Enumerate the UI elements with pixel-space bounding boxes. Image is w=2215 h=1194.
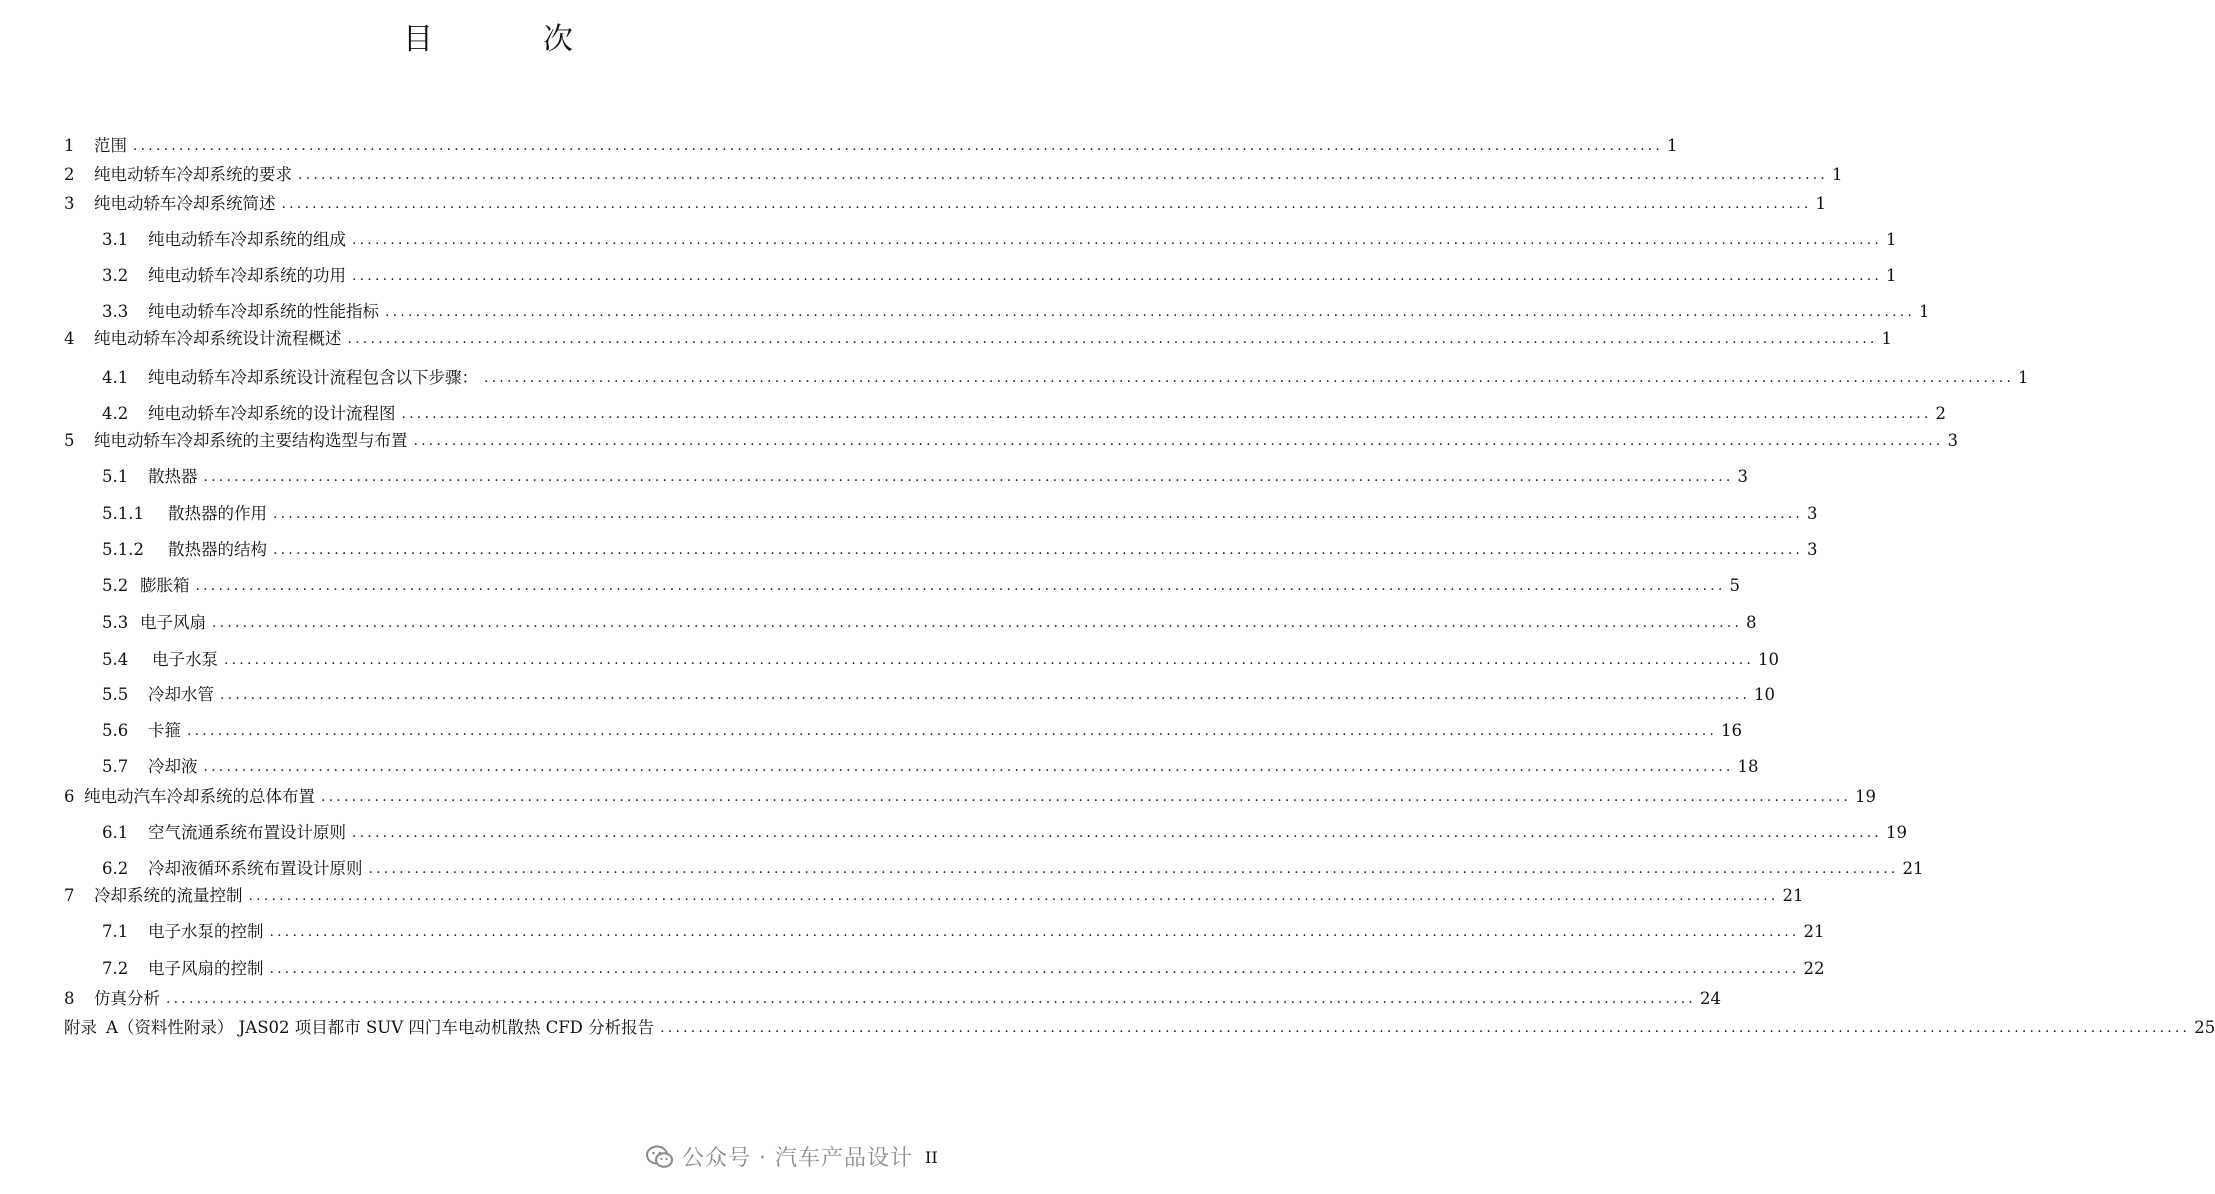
- toc-leader-dots: ........................................................................................................................................................................................................: [273, 542, 1804, 558]
- toc-entry-page: 1: [1886, 266, 1897, 285]
- toc-entry-page: 25: [2194, 1018, 2215, 1037]
- toc-entry[interactable]: [102, 854, 1924, 880]
- toc-entry[interactable]: [102, 225, 1897, 251]
- toc-entry[interactable]: [102, 608, 1757, 634]
- toc-entry-title: 纯电动轿车冷却系统简述: [94, 194, 276, 213]
- toc-leader-dots: ........................................................................................................................................................................................................: [203, 469, 1734, 485]
- toc-entry[interactable]: [102, 818, 1908, 844]
- toc-entry-number: 5.1: [102, 467, 129, 486]
- toc-leader-dots: ........................................................................................................................................................................................................: [133, 138, 1664, 154]
- toc-entry-title: 电子风扇: [140, 613, 206, 632]
- toc-entry[interactable]: [64, 160, 1843, 186]
- toc-leader-dots: ........................................................................................................................................................................................................: [352, 268, 1883, 284]
- toc-entry-number: 3: [64, 194, 75, 213]
- toc-entry-number: 3.1: [102, 230, 129, 249]
- watermark-text: 公众号 · 汽车产品设计: [682, 1146, 913, 1171]
- toc-entry-page: 1: [1919, 302, 1930, 321]
- toc-entry-page: 21: [1782, 886, 1804, 905]
- toc-entry-title: 纯电动轿车冷却系统设计流程概述: [94, 329, 342, 348]
- wechat-icon: [646, 1145, 674, 1169]
- toc-entry[interactable]: [64, 782, 1877, 808]
- toc-entry[interactable]: [102, 499, 1818, 525]
- toc-leader-dots: ........................................................................................................................................................................................................: [248, 888, 1779, 904]
- toc-entry[interactable]: [102, 399, 1947, 425]
- toc-entry-page: 24: [1700, 989, 1722, 1008]
- toc-leader-dots: ........................................................................................................................................................................................................: [352, 232, 1883, 248]
- toc-entry-number: 5.4: [102, 650, 129, 669]
- toc-leader-dots: ........................................................................................................................................................................................................: [321, 789, 1852, 805]
- toc-entry-number: 5.2: [102, 576, 129, 595]
- toc-entry-number: 7.2: [102, 959, 129, 978]
- toc-entry-number: 6.1: [102, 823, 129, 842]
- toc-entry-number: 3.3: [102, 302, 129, 321]
- toc-entry[interactable]: [64, 426, 1959, 452]
- toc-entry-number: 5.5: [102, 685, 129, 704]
- toc-entry-number: 6: [64, 787, 75, 806]
- toc-entry-number: 3.2: [102, 266, 129, 285]
- toc-entry-number: 5: [64, 431, 75, 450]
- toc-leader-dots: ........................................................................................................................................................................................................: [368, 861, 1899, 877]
- toc-entry-number: 1: [64, 136, 75, 155]
- toc-entry-title: 电子水泵的控制: [148, 922, 264, 941]
- toc-entry[interactable]: [102, 645, 1780, 671]
- toc-entry[interactable]: [102, 261, 1897, 287]
- toc-entry-title: 冷却系统的流量控制: [94, 886, 243, 905]
- toc-entry-page: 18: [1737, 757, 1759, 776]
- toc-entry-title: 膨胀箱: [140, 576, 190, 595]
- toc-leader-dots: ........................................................................................................................................................................................................: [281, 196, 1812, 212]
- toc-entry-title: 纯电动轿车冷却系统的功用: [148, 266, 346, 285]
- toc-entry[interactable]: [102, 680, 1776, 706]
- toc-entry-title: 卡箍: [148, 721, 181, 740]
- toc-entry[interactable]: [64, 881, 1804, 907]
- toc-entry-number: 4.2: [102, 404, 129, 423]
- toc-entry[interactable]: [64, 131, 1678, 157]
- toc-entry-title: A（资料性附录） JAS02 项目都市 SUV 四门车电动机散热 CFD 分析报告: [106, 1018, 655, 1037]
- toc-entry-page: 8: [1746, 613, 1757, 632]
- toc-entry-title: 散热器的结构: [168, 540, 267, 559]
- toc-leader-dots: ........................................................................................................................................................................................................: [273, 506, 1804, 522]
- toc-entry-page: 5: [1729, 576, 1741, 595]
- toc-entry-page: 1: [1667, 136, 1678, 155]
- toc-entry-title: 纯电动汽车冷却系统的总体布置: [84, 787, 315, 806]
- toc-entry-title: 纯电动轿车冷却系统的主要结构选型与布置: [94, 431, 408, 450]
- toc-entry-title: 冷却水管: [148, 685, 214, 704]
- toc-leader-dots: ........................................................................................................................................................................................................: [203, 759, 1734, 775]
- toc-entry-title: 电子水泵: [152, 650, 218, 669]
- toc-entry-page: 10: [1754, 685, 1776, 704]
- toc-entry-title: 范围: [94, 136, 127, 155]
- toc-leader-dots: ........................................................................................................................................................................................................: [269, 961, 1800, 977]
- toc-entry-number: 5.1.2: [102, 540, 144, 559]
- toc-entry-page: 21: [1803, 922, 1825, 941]
- toc-entry-page: 10: [1758, 650, 1780, 669]
- toc-entry-title: 仿真分析: [94, 989, 160, 1008]
- toc-entry-page: 3: [1947, 431, 1959, 450]
- toc-entry[interactable]: [64, 189, 1827, 215]
- toc-leader-dots: ........................................................................................................................................................................................................: [385, 304, 1916, 320]
- toc-entry-number: 7.1: [102, 922, 129, 941]
- watermark: [646, 1141, 913, 1172]
- toc-entry-page: 1: [1886, 230, 1897, 249]
- toc-entry[interactable]: [102, 917, 1825, 943]
- toc-entry-page: 3: [1807, 540, 1818, 559]
- toc-entry-page: 16: [1721, 721, 1743, 740]
- toc-entry-title: 纯电动轿车冷却系统的设计流程图: [148, 404, 396, 423]
- toc-entry[interactable]: [102, 535, 1818, 561]
- toc-entry-number: 8: [64, 989, 75, 1008]
- toc-entry-title: 冷却液: [148, 757, 198, 776]
- toc-entry[interactable]: [64, 984, 1722, 1010]
- toc-entry-page: 3: [1737, 467, 1749, 486]
- toc-entry-page: 1: [1881, 329, 1893, 348]
- toc-entry-title: 空气流通系统布置设计原则: [148, 823, 346, 842]
- toc-entry[interactable]: [102, 716, 1743, 742]
- toc-entry-number: 2: [64, 165, 75, 184]
- toc-entry-page: 1: [1832, 165, 1843, 184]
- toc-entry-page: 2: [1935, 404, 1947, 423]
- toc-entry-number: 5.6: [102, 721, 129, 740]
- toc-leader-dots: ........................................................................................................................................................................................................: [347, 331, 1878, 347]
- toc-entry-title: 电子风扇的控制: [148, 959, 264, 978]
- toc-entry-title: 纯电动轿车冷却系统的组成: [148, 230, 346, 249]
- toc-entry-number: 附录: [64, 1018, 97, 1037]
- toc-entry-title: 冷却液循环系统布置设计原则: [148, 859, 363, 878]
- toc-leader-dots: ........................................................................................................................................................................................................: [660, 1020, 2191, 1036]
- toc-entry[interactable]: [102, 752, 1759, 778]
- toc-entry-page: 21: [1902, 859, 1924, 878]
- toc-entry[interactable]: [64, 324, 1893, 350]
- toc-entry-page: 3: [1807, 504, 1818, 523]
- toc-leader-dots: ........................................................................................................................................................................................................: [352, 825, 1883, 841]
- toc-entry[interactable]: [102, 297, 1930, 323]
- toc-entry-page: 19: [1855, 787, 1877, 806]
- page-title: 目 次: [403, 22, 613, 57]
- toc-entry-title: 纯电动轿车冷却系统的要求: [94, 165, 292, 184]
- toc-entry-page: 19: [1886, 823, 1908, 842]
- toc-leader-dots: ........................................................................................................................................................................................................: [195, 578, 1726, 594]
- toc-entry-number: 4.1: [102, 368, 129, 387]
- toc-entry[interactable]: [64, 1013, 2215, 1039]
- toc-entry-title: 纯电动轿车冷却系统设计流程包含以下步骤：: [148, 368, 478, 387]
- toc-leader-dots: ........................................................................................................................................................................................................: [298, 167, 1829, 183]
- toc-entry-number: 4: [64, 329, 75, 348]
- toc-leader-dots: ........................................................................................................................................................................................................: [212, 615, 1743, 631]
- toc-entry-page: 1: [2018, 368, 2029, 387]
- toc-entry-number: 5.1.1: [102, 504, 144, 523]
- toc-entry[interactable]: [102, 954, 1825, 980]
- toc-leader-dots: ........................................................................................................................................................................................................: [484, 370, 2015, 386]
- toc-entry-number: 7: [64, 886, 75, 905]
- toc-leader-dots: ........................................................................................................................................................................................................: [224, 652, 1755, 668]
- toc-entry-title: 散热器的作用: [168, 504, 267, 523]
- toc-leader-dots: ........................................................................................................................................................................................................: [413, 433, 1944, 449]
- toc-entry[interactable]: [102, 363, 2029, 389]
- toc-entry[interactable]: [102, 462, 1749, 488]
- toc-entry-title: 散热器: [148, 467, 198, 486]
- toc-leader-dots: ........................................................................................................................................................................................................: [269, 924, 1800, 940]
- toc-entry-number: 5.7: [102, 757, 129, 776]
- toc-entry-number: 5.3: [102, 613, 129, 632]
- page-number: II: [925, 1148, 938, 1167]
- toc-entry-number: 6.2: [102, 859, 129, 878]
- toc-entry-page: 22: [1803, 959, 1825, 978]
- toc-entry-title: 纯电动轿车冷却系统的性能指标: [148, 302, 379, 321]
- toc-leader-dots: ........................................................................................................................................................................................................: [220, 687, 1751, 703]
- toc-leader-dots: ........................................................................................................................................................................................................: [401, 406, 1932, 422]
- toc-leader-dots: ........................................................................................................................................................................................................: [166, 991, 1697, 1007]
- toc-entry-page: 1: [1815, 194, 1827, 213]
- toc-leader-dots: ........................................................................................................................................................................................................: [187, 723, 1718, 739]
- toc-entry[interactable]: [102, 571, 1741, 597]
